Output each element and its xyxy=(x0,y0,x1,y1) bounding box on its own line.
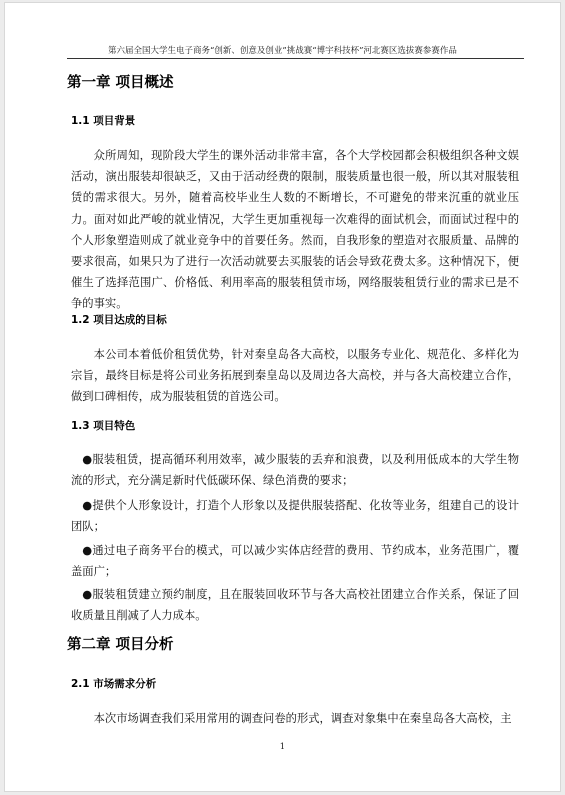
header-divider xyxy=(67,58,524,59)
section-2-1-title: 2.1 市场需求分析 xyxy=(71,678,157,690)
feature-bullet-2: ●提供个人形象设计，打造个人形象以及提供服装搭配、化妆等业务，组建自己的设计团队； xyxy=(71,499,519,534)
chapter-1-title: 第一章 项目概述 xyxy=(67,75,174,91)
section-1-1-title: 1.1 项目背景 xyxy=(71,115,136,127)
section-1-3-title: 1.3 项目特色 xyxy=(71,420,136,432)
feature-bullet-3: ●通过电子商务平台的模式，可以减少实体店经营的费用、节约成本，业务范围广，覆盖面广； xyxy=(71,544,519,579)
section-1-2-paragraph: 本公司本着低价租赁优势，针对秦皇岛各大高校，以服务专业化、规范化、多样化为宗旨，最终目标是将公司业务拓展到秦皇岛以及周边各大高校，并与各大高校建立合作，做到口碑相传，成为服装租赁的首选公司。 xyxy=(71,348,519,404)
document-page xyxy=(4,2,561,792)
page-number: 1 xyxy=(279,742,286,752)
section-1-2-title: 1.2 项目达成的目标 xyxy=(71,314,167,326)
feature-bullet-4: ●服装租赁建立预约制度，且在服装回收环节与各大高校社团建立合作关系，保证了回收质量且削减了人力成本。 xyxy=(71,588,519,623)
section-2-1-paragraph: 本次市场调查我们采用常用的调查问卷的形式，调查对象集中在秦皇岛各大高校，主 xyxy=(93,712,512,725)
feature-bullet-1: ●服装租赁，提高循环利用效率，减少服装的丢弃和浪费，以及利用低成本的大学生物流的形式，充分满足新时代低碳环保、绿色消费的要求； xyxy=(71,453,519,488)
chapter-2-title: 第二章 项目分析 xyxy=(67,637,174,653)
page-header: 第六届全国大学生电子商务“创新、创意及创业”挑战赛“博宇科技杯”河北赛区选拔赛参赛作品 xyxy=(108,46,457,56)
section-1-1-paragraph: 众所周知，现阶段大学生的课外活动非常丰富，各个大学校园都会积极组织各种文娱活动，演出服装却很缺乏，又由于活动经费的限制，服装质量也很一般，所以其对服装租赁的需求很大。另外，随着高校毕业生人数的不断增长，不可避免的带来沉重的就业压力。面对如此严峻的就业情况，大学生更加重视每一次难得的面试机会，而面试过程中的个人形象塑造则成了就业竞争中的首要任务。然而，自我形象的塑造对衣服质量、品牌的要求很高，如果只为了进行一次活动就要去买服装的话会导致花费太多。这种情况下，便催生了选择范围广、价格低、利用率高的服装租赁市场，网络服装租赁行业的需求已是不争的事实。 xyxy=(71,149,519,311)
